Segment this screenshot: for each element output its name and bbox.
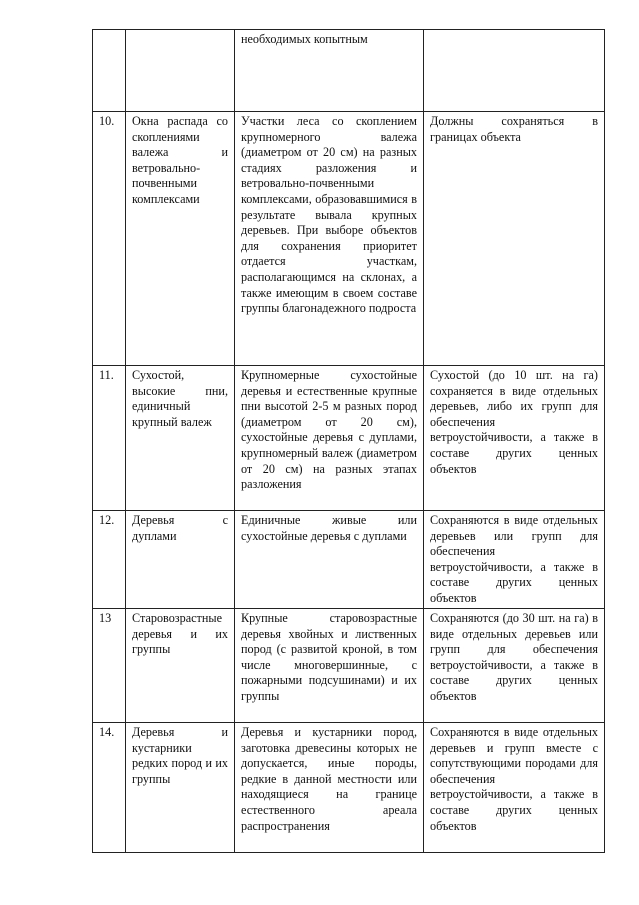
description-cell: Участки леса со скоплением крупномерного валежа (диаметром от 20 см) на разных стадиях разложения и ветровально-почвенными комплексами, образовавшимися в результате вывала крупных деревьев. При выборе объектов для сохранения приоритет отдается участкам, располагающимся на склонах, а также имеющим в своем составе группы благонадежного подроста (235, 112, 424, 366)
row-number-cell: 11. (93, 366, 126, 511)
row-number-cell: 10. (93, 112, 126, 366)
object-name-cell: Деревья и кустарники редких пород и их группы (126, 723, 235, 853)
preservation-rule-cell (424, 30, 605, 112)
preservation-rule-cell: Сохраняются (до 30 шт. на га) в виде отдельных деревьев или групп для обеспечения ветроустойчивости, а также в составе других ценных объектов (424, 609, 605, 723)
description-cell: Крупные старовозрастные деревья хвойных и лиственных пород (с развитой кроной, в том числе многовершинные, с пожарными подсушинами) и их группы (235, 609, 424, 723)
object-name-cell: Деревья с дуплами (126, 511, 235, 609)
table-row (93, 609, 605, 723)
preservation-rule-cell: Должны сохраняться в границах объекта (424, 112, 605, 366)
object-name-cell (126, 30, 235, 112)
object-name-cell: Старовозрастные деревья и их группы (126, 609, 235, 723)
preservation-rule-cell: Сухостой (до 10 шт. на га) сохраняется в виде отдельных деревьев, либо их групп для обеспечения ветроустойчивости, а также в составе других ценных объектов (424, 366, 605, 511)
table-row (93, 366, 605, 511)
preservation-rule-cell: Сохраняются в виде отдельных деревьев и групп вместе с сопутствующими породами для обеспечения ветроустойчивости, а также в составе других ценных объектов (424, 723, 605, 853)
protected-objects-table (92, 29, 605, 853)
table-row (93, 30, 605, 112)
description-cell: Единичные живые или сухостойные деревья с дуплами (235, 511, 424, 609)
row-number-cell: 14. (93, 723, 126, 853)
preservation-rule-cell: Сохраняются в виде отдельных деревьев или групп для обеспечения ветроустойчивости, а также в составе других ценных объектов (424, 511, 605, 609)
table-row (93, 723, 605, 853)
table-row (93, 112, 605, 366)
row-number-cell: 13 (93, 609, 126, 723)
row-number-cell: 12. (93, 511, 126, 609)
object-name-cell: Сухостой, высокие пни, единичный крупный валеж (126, 366, 235, 511)
description-cell: Деревья и кустарники пород, заготовка древесины которых не допускается, иные породы, редкие в данной местности или находящиеся на границе естественного ареала распространения (235, 723, 424, 853)
object-name-cell: Окна распада со скоплениями валежа и ветровально-почвенными комплексами (126, 112, 235, 366)
description-cell: необходимых копытным (235, 30, 424, 112)
table-row (93, 511, 605, 609)
description-cell: Крупномерные сухостойные деревья и естественные крупные пни высотой 2-5 м разных пород (диаметром от 20 см), сухостойные деревья с дуплами, крупномерный валеж (диаметром от 20 см) на разных этапах разложения (235, 366, 424, 511)
row-number-cell (93, 30, 126, 112)
